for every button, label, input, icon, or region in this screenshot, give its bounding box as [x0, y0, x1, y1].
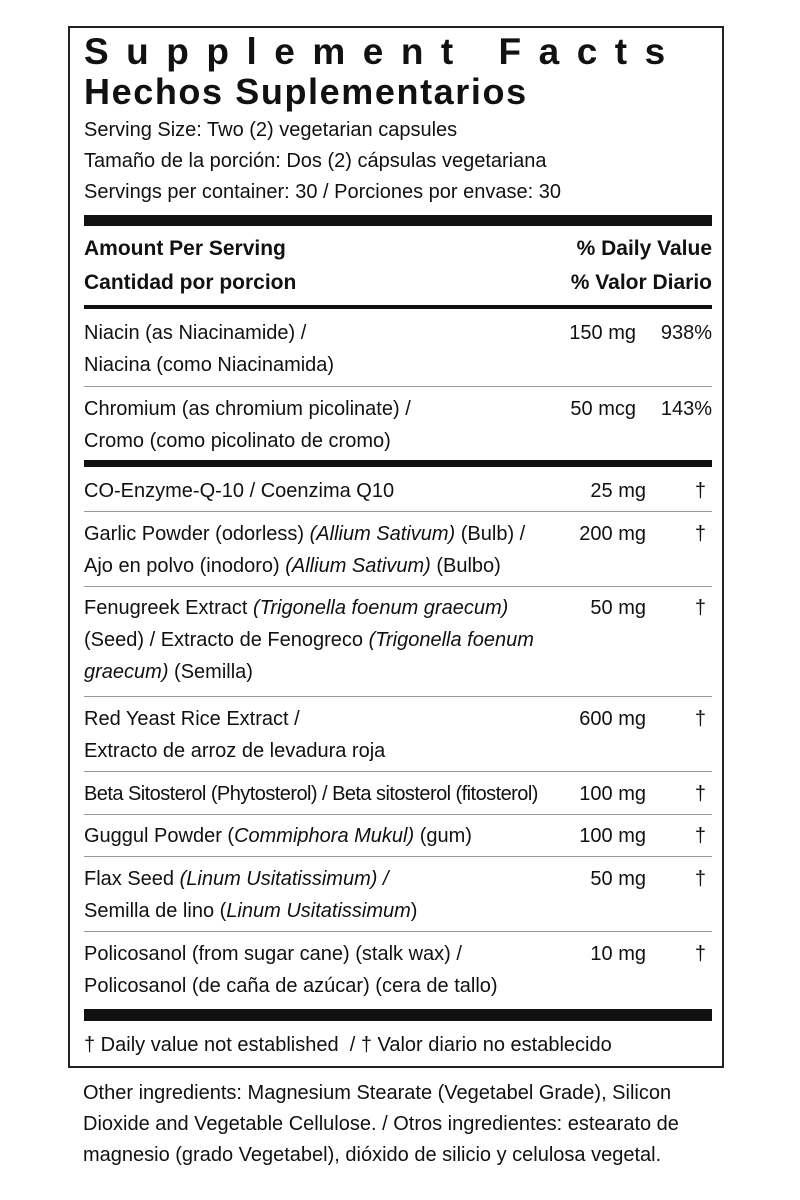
dagger-mark: † — [694, 943, 706, 965]
row-divider — [84, 586, 712, 587]
nutrient-name-line: Cromo (como picolinato de cromo) — [84, 430, 391, 452]
nutrient-name-line: Niacina (como Niacinamida) — [84, 354, 335, 376]
ingredient-amount: 600 mg — [579, 708, 646, 730]
text-part: Flax Seed — [84, 868, 180, 890]
ingredient-name — [84, 820, 574, 852]
dagger-mark: † — [694, 597, 706, 619]
text-part: (Seed) / Extracto de Fenogreco — [84, 629, 369, 651]
valor-diario-label: % Valor Diario — [570, 271, 712, 294]
latin-name: (Linum Usitatissimum) / — [179, 868, 389, 890]
dagger-mark: † — [694, 825, 706, 847]
ingredient-name-line: Policosanol (de caña de azúcar) (cera de tallo) — [84, 975, 498, 997]
ingredient-name — [84, 592, 574, 688]
ingredient-amount: 50 mg — [590, 597, 646, 619]
header-row-es — [84, 267, 712, 299]
ingredient-name-line — [84, 624, 574, 656]
text-part: Garlic Powder (odorless) — [84, 523, 310, 545]
medium-divider — [84, 305, 712, 309]
ingredient-amount: 200 mg — [579, 523, 646, 545]
amount-per-serving-label: Amount Per Serving — [84, 237, 286, 260]
text-part: (gum) — [414, 825, 472, 847]
dagger-mark: † — [694, 480, 706, 502]
row-divider — [84, 511, 712, 512]
ingredient-name — [84, 703, 574, 767]
row-divider — [84, 696, 712, 697]
latin-name: (Trigonella foenum graecum) — [252, 597, 509, 619]
header-row-en — [84, 233, 712, 265]
row-divider — [84, 931, 712, 932]
nutrient-amount: 150 mg — [569, 322, 636, 344]
nutrient-daily-value: 938% — [660, 322, 712, 344]
row-divider — [84, 814, 712, 815]
dagger-mark: † — [694, 783, 706, 805]
nutrient-amount: 50 mcg — [570, 398, 636, 420]
ingredient-amount: 50 mg — [590, 868, 646, 890]
row-divider — [84, 771, 712, 772]
thick-divider — [84, 460, 712, 467]
text-part: ) — [410, 900, 418, 922]
daily-value-label: % Daily Value — [576, 237, 712, 260]
nutrient-name — [84, 393, 574, 457]
row-divider — [84, 856, 712, 857]
ingredient-name: CO-Enzyme-Q-10 / Coenzima Q10 — [84, 480, 395, 502]
ingredient-amount: 25 mg — [590, 480, 646, 502]
nutrient-name-line: Chromium (as chromium picolinate) / — [84, 398, 411, 420]
ingredient-name — [84, 518, 574, 582]
nutrient-daily-value: 143% — [660, 398, 712, 420]
latin-name: (Trigonella foenum — [368, 629, 534, 651]
text-part: Guggul Powder ( — [84, 825, 235, 847]
daily-value-footnote: † Daily value not established / † Valor diario no establecido — [84, 1034, 612, 1056]
text-part: (Semilla) — [168, 661, 253, 683]
latin-name: (Allium Sativum) — [285, 555, 431, 577]
text-part: Semilla de lino ( — [84, 900, 227, 922]
thick-divider — [84, 215, 712, 226]
ingredient-name: Beta Sitosterol (Phytosterol) / Beta sitosterol (fitosterol) — [84, 783, 538, 805]
ingredient-name-line: Red Yeast Rice Extract / — [84, 708, 300, 730]
ingredient-amount: 100 mg — [579, 825, 646, 847]
latin-name: graecum) — [84, 661, 169, 683]
other-ingredients: Other ingredients: Magnesium Stearate (Vegetabel Grade), Silicon Dioxide and Vegetable Cellulose. / Otros ingredientes: estearato de magnesio (grado Vegetabel), dióxido de silicio y celulosa vegetal. — [83, 1082, 679, 1166]
latin-name: (Allium Sativum) — [309, 523, 456, 545]
ingredient-name-line — [84, 656, 574, 688]
ingredient-amount: 10 mg — [590, 943, 646, 965]
ingredient-name-line — [84, 518, 574, 550]
latin-name: Commiphora Mukul) — [234, 825, 415, 847]
title-english: Supplement Facts — [84, 31, 683, 72]
ingredient-name-line — [84, 550, 574, 582]
latin-name: Linum Usitatissimum — [226, 900, 411, 922]
ingredient-name-line — [84, 863, 574, 895]
text-part: Fenugreek Extract — [84, 597, 253, 619]
ingredient-name — [84, 938, 574, 1002]
text-part: (Bulbo) — [430, 555, 501, 577]
nutrient-name — [84, 317, 574, 381]
title-spanish: Hechos Suplementarios — [84, 71, 528, 112]
dagger-mark: † — [694, 708, 706, 730]
row-divider — [84, 386, 712, 387]
ingredient-name-line: Policosanol (from sugar cane) (stalk wax) / — [84, 943, 462, 965]
ingredient-name-line — [84, 592, 574, 624]
serving-size-en: Serving Size: Two (2) vegetarian capsules — [84, 119, 458, 141]
supplement-facts-panel — [68, 26, 724, 1068]
dagger-mark: † — [694, 523, 706, 545]
dagger-mark: † — [694, 868, 706, 890]
serving-size-es: Tamaño de la porción: Dos (2) cápsulas vegetariana — [84, 150, 547, 172]
nutrient-name-line: Niacin (as Niacinamide) / — [84, 322, 307, 344]
ingredient-amount: 100 mg — [579, 783, 646, 805]
ingredient-name-line: Extracto de arroz de levadura roja — [84, 740, 386, 762]
cantidad-label: Cantidad por porcion — [84, 271, 297, 294]
text-part: Ajo en polvo (inodoro) — [84, 555, 286, 577]
ingredient-name — [84, 863, 574, 927]
servings-per-container: Servings per container: 30 / Porciones por envase: 30 — [84, 181, 561, 203]
ingredient-name-line — [84, 895, 574, 927]
text-part: (Bulb) / — [455, 523, 526, 545]
thick-divider — [84, 1009, 712, 1021]
